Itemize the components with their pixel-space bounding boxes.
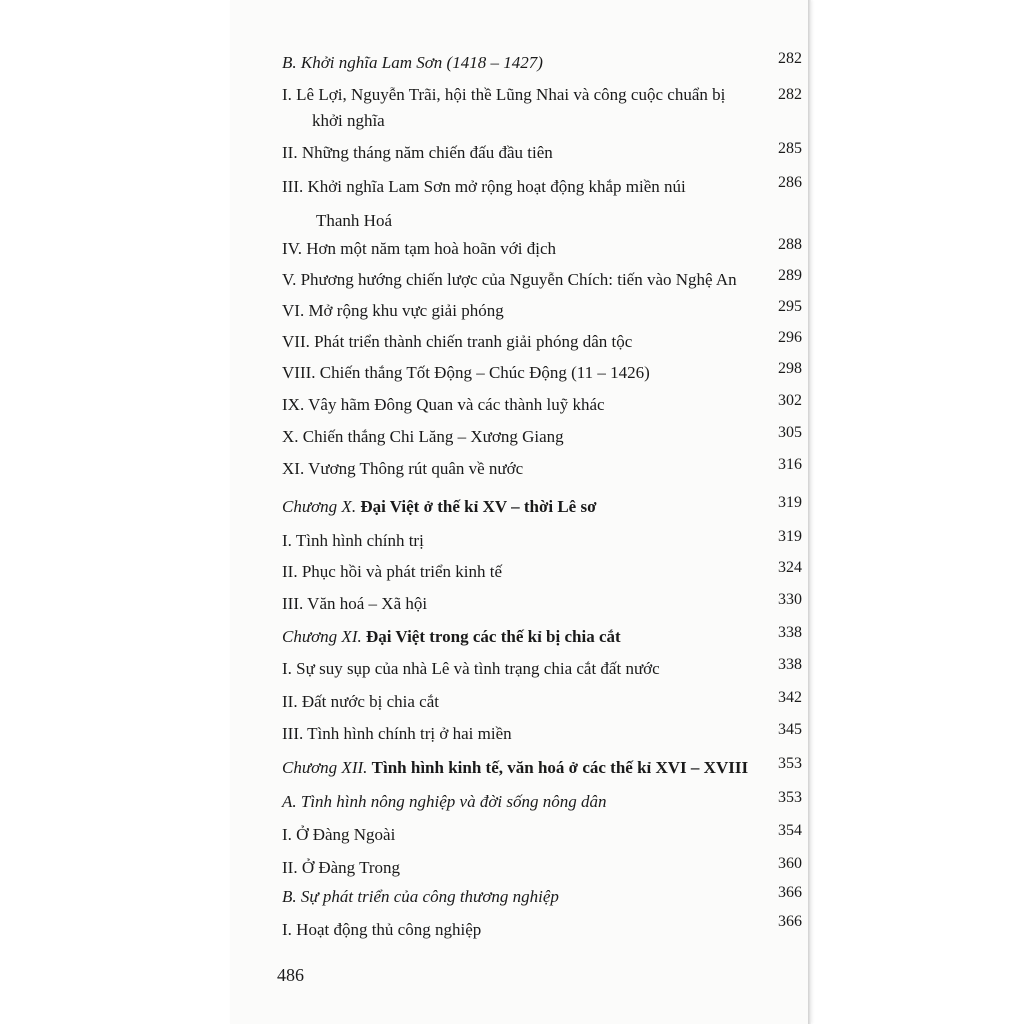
toc-entry-title: A. Tình hình nông nghiệp và đời sống nông dân [282, 792, 607, 811]
toc-entry [282, 855, 802, 881]
toc-entry-page: 353 [778, 789, 802, 806]
toc-entry-title: VIII. Chiến thắng Tốt Động – Chúc Động (11 – 1426) [282, 363, 650, 382]
toc-entry-title: III. Tình hình chính trị ở hai miền [282, 724, 512, 743]
toc-entry [282, 360, 802, 386]
toc-chapter-xi [282, 624, 802, 650]
toc-entry-title: IX. Vây hãm Đông Quan và các thành luỹ khác [282, 395, 605, 414]
toc-entry [282, 298, 802, 324]
toc-entry-page: 305 [778, 424, 802, 441]
toc-entry-title: I. Sự suy sụp của nhà Lê và tình trạng chia cắt đất nước [282, 659, 660, 678]
toc-entry-title: VII. Phát triển thành chiến tranh giải phóng dân tộc [282, 332, 633, 351]
toc-entry-page: 295 [778, 298, 802, 315]
toc-entry-page: 316 [778, 456, 802, 473]
toc-entry [282, 82, 802, 134]
toc-entry-page: 342 [778, 689, 802, 706]
toc-entry [282, 456, 802, 482]
toc-entry-page: 285 [778, 140, 802, 157]
toc-entry-page: 319 [778, 494, 802, 511]
toc-chapter-title [282, 755, 748, 781]
toc-entry-page: 289 [778, 267, 802, 284]
toc-entry [282, 721, 802, 747]
toc-entry-page: 366 [778, 913, 802, 930]
toc-entry [282, 591, 802, 617]
toc-entry [282, 656, 802, 682]
chapter-name: Tình hình kinh tế, văn hoá ở các thế kỉ XVI – XVIII [371, 758, 749, 777]
toc-entry [282, 174, 802, 234]
toc-entry-title: III. Văn hoá – Xã hội [282, 594, 428, 613]
toc-entry-title: V. Phương hướng chiến lược của Nguyễn Chích: tiến vào Nghệ An [282, 270, 737, 289]
toc-chapter-title [282, 494, 597, 520]
toc-entry-title: I. Lê Lợi, Nguyễn Trãi, hội thề Lũng Nhai và công cuộc chuẩn bị [282, 85, 726, 104]
toc-entry [282, 140, 802, 166]
toc-entry [282, 822, 802, 848]
toc-entry-page: 282 [778, 50, 802, 67]
toc-entry-title: B. Khởi nghĩa Lam Sơn (1418 – 1427) [282, 53, 543, 72]
toc-entry-section-b2 [282, 884, 802, 910]
chapter-label: Chương XI. [282, 627, 362, 646]
toc-entry-title: II. Ở Đàng Trong [282, 858, 401, 877]
toc-entry-title: IV. Hơn một năm tạm hoà hoãn với địch [282, 239, 557, 258]
toc-entry-title: VI. Mở rộng khu vực giải phóng [282, 301, 504, 320]
toc-entry-title: XI. Vương Thông rút quân về nước [282, 459, 524, 478]
toc-entry-page: 282 [778, 86, 802, 103]
toc-chapter-x [282, 494, 802, 520]
toc-entry-page: 345 [778, 721, 802, 738]
toc-entry [282, 689, 802, 715]
toc-entry-title: III. Khởi nghĩa Lam Sơn mở rộng hoạt động khắp miền núi [282, 177, 686, 196]
toc-entry [282, 236, 802, 262]
toc-entry-title: I. Ở Đàng Ngoài [282, 825, 396, 844]
chapter-name: Đại Việt trong các thế kỉ bị chia cắt [365, 627, 621, 646]
toc-entry [282, 392, 802, 418]
toc-entry [282, 424, 802, 450]
toc-entry-page: 319 [778, 528, 802, 545]
toc-entry-section-b [282, 50, 802, 76]
toc-entry-title: II. Phục hồi và phát triển kinh tế [282, 562, 503, 581]
page-edge [808, 0, 811, 1024]
toc-entry [282, 329, 802, 355]
toc-entry [282, 267, 802, 293]
toc-entry-page: 338 [778, 624, 802, 641]
chapter-label: Chương XII. [282, 758, 368, 777]
page-number: 486 [277, 965, 304, 985]
table-of-contents [230, 0, 810, 1024]
chapter-name: Đại Việt ở thế kỉ XV – thời Lê sơ [360, 497, 597, 516]
toc-entry-section-a [282, 789, 802, 815]
toc-entry [282, 559, 802, 585]
toc-entry-page: 354 [778, 822, 802, 839]
toc-entry-title: II. Đất nước bị chia cắt [282, 692, 439, 711]
toc-entry-page: 296 [778, 329, 802, 346]
toc-entry-page: 302 [778, 392, 802, 409]
toc-entry-page: 330 [778, 591, 802, 608]
toc-entry-page: 366 [778, 884, 802, 901]
toc-entry-title: I. Tình hình chính trị [282, 531, 424, 550]
toc-entry-continuation: Thanh Hoá [316, 211, 393, 230]
toc-entry-page: 324 [778, 559, 802, 576]
toc-entry-title: B. Sự phát triển của công thương nghiệp [282, 887, 559, 906]
toc-entry-page: 288 [778, 236, 802, 253]
toc-entry-page: 286 [778, 174, 802, 191]
toc-entry-page: 298 [778, 360, 802, 377]
toc-entry-page: 338 [778, 656, 802, 673]
book-page [230, 0, 810, 1024]
toc-entry-title: X. Chiến thắng Chi Lăng – Xương Giang [282, 427, 564, 446]
toc-entry-page: 360 [778, 855, 802, 872]
toc-chapter-title [282, 624, 621, 650]
toc-entry [282, 528, 802, 554]
toc-entry-title: II. Những tháng năm chiến đấu đầu tiên [282, 143, 553, 162]
toc-entry-title: I. Hoạt động thủ công nghiệp [282, 920, 482, 939]
toc-entry-continuation: khởi nghĩa [312, 111, 385, 130]
toc-entry-page: 353 [778, 755, 802, 772]
toc-chapter-xii [282, 755, 802, 781]
toc-entry [282, 913, 802, 943]
chapter-label: Chương X. [282, 497, 357, 516]
